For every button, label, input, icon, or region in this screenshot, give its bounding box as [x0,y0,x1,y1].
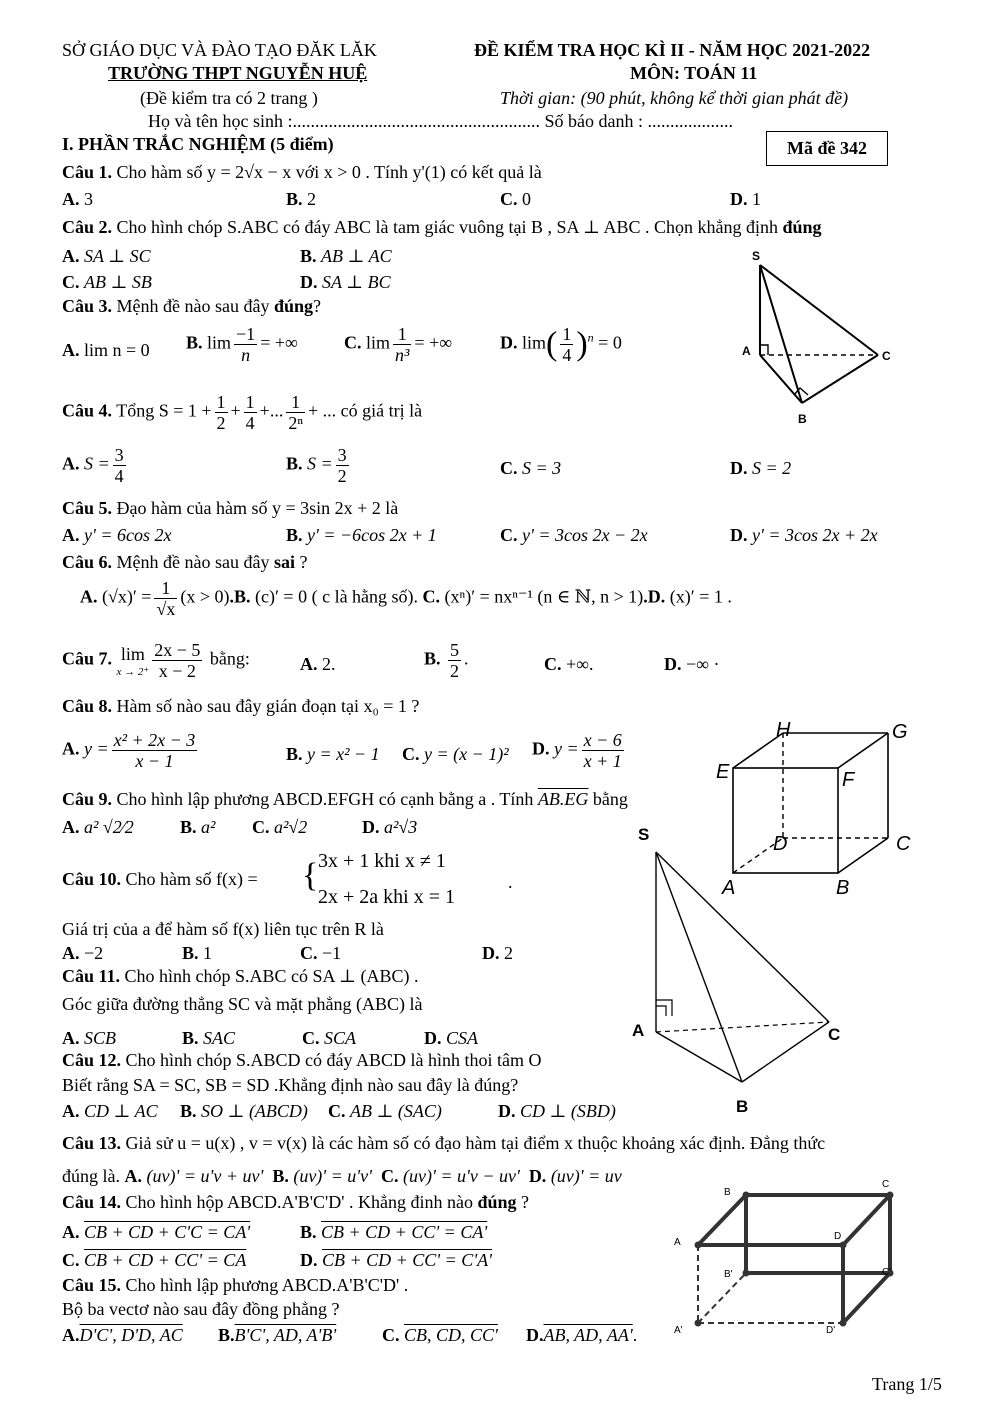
fig3-label-c: C [828,1025,841,1044]
question-15: Câu 15. Cho hình lập phương ABCD.A'B'C'D' . [62,1275,409,1295]
q5-option-d[interactable]: D. y' = 3cos 2x + 2x [730,525,878,545]
q13-line-2: đúng là. A. (uv)' = u'v + uv' B. (uv)' = u'v' C. (uv)' = u'v − uv' D. (uv)' = uv [62,1166,622,1186]
q10-option-d[interactable]: D. 2 [482,943,513,963]
q9-option-a[interactable]: A. a² √2⁄2 [62,817,134,837]
question-6: Câu 6. Mệnh đề nào sau đây sai ? [62,552,308,572]
q9-option-d[interactable]: D. a²√3 [362,817,418,837]
q6-options-line: A. (√x)′ = $\frac{1}{√x}$ (x > 0).B. (c)′ = 0 ( c là hằng số). C. (xⁿ)′ = nxⁿ⁻¹ (n ∈ ℕ, n > 1).D. (x)′ = 1 . [80,578,732,619]
q2-option-c[interactable]: C. AB ⊥ SB [62,272,152,292]
q8-option-b[interactable]: B. y = x² − 1 [286,744,380,764]
pages-note: (Đề kiểm tra có 2 trang ) [140,88,318,108]
school-name: TRƯỜNG THPT NGUYỄN HUỆ [108,63,368,83]
question-1 [62,162,542,183]
fig2-label-e: E [716,761,730,783]
fig1-label-a: A [742,344,751,358]
q10-case-2: 2x + 2a khi x = 1 [318,886,455,908]
q2-option-b[interactable]: B. AB ⊥ AC [300,246,392,266]
fig4-label-b1: B' [724,1269,733,1280]
q9-option-b[interactable]: B. a² [180,817,216,837]
q1-option-d[interactable]: D. 1 [730,189,761,209]
question-14: Câu 14. Cho hình hộp ABCD.A'B'C'D' . Khẳng đinh nào đúng ? [62,1192,530,1212]
page-number: Trang 1/5 [872,1374,942,1394]
question-3: Câu 3. Mệnh đề nào sau đây đúng? [62,296,322,316]
fig4-label-d1: D' [826,1325,836,1336]
fig3-label-s: S [638,825,650,844]
q13-option-d[interactable]: D. [528,1166,547,1186]
q4-option-d[interactable]: D. S = 2 [730,458,792,478]
q1-stem: Cho hàm số y = 2√x − x với x > 0 . Tính y'(1) có kết quả là [116,162,542,182]
q1-option-b[interactable]: B. 2 [286,189,317,209]
q4-label: Câu 4. [62,400,113,421]
q13-option-b[interactable]: B. [272,1166,289,1186]
q3-option-b[interactable]: B. lim $\frac{-1}{n}$ = +∞ [186,324,298,365]
question-10: Câu 10. Cho hàm số f(x) = [62,869,258,889]
question-11: Câu 11. Cho hình chóp S.ABC có SA ⊥ (ABC) . [62,966,419,986]
q4-option-a[interactable]: A. S = $\frac{3}{4}$ [62,445,124,486]
q15-option-b[interactable]: B.B'C', AD, A'B' [218,1325,337,1345]
q7-option-c[interactable]: C. +∞. [544,654,594,674]
q13-option-c[interactable]: C. [381,1166,399,1186]
q2-stem: Cho hình chóp S.ABC có đáy ABC là tam giác vuông tại B , SA ⊥ ABC . Chọn khẳng định [116,217,778,237]
q8-option-d[interactable]: D. y = $\frac{x - 6}{x + 1}$ [532,730,622,771]
question-8: Câu 8. Hàm số nào sau đây gián đoạn tại x₀ = 1 ? [62,696,420,716]
q2-label: Câu 2. [62,217,113,237]
q12-option-d[interactable]: D. CD ⊥ (SBD) [498,1101,616,1121]
fig4-label-c1: C' [882,1267,892,1278]
q11-option-d[interactable]: D. CSA [424,1028,479,1048]
department: SỞ GIÁO DỤC VÀ ĐÀO TẠO ĐĂK LĂK [62,40,377,60]
q2-option-d[interactable]: D. SA ⊥ BC [300,272,391,292]
q10-line-2: Giá trị của a để hàm số f(x) liên tục trên R là [62,919,384,939]
fig2-label-a: A [722,877,736,899]
fig1-label-c: C [882,349,891,363]
fig3-label-b: B [736,1097,749,1116]
q14-option-a[interactable]: A. CB + CD + C'C = CA' [62,1222,251,1242]
section-title: I. PHẦN TRẮC NGHIỆM (5 điểm) [62,134,334,154]
fig1-label-s: S [752,249,761,263]
q12-option-c[interactable]: C. AB ⊥ (SAC) [328,1101,442,1121]
exam-code-box: Mã đề 342 [766,131,888,166]
q6-option-d[interactable]: .D. [643,586,666,607]
q7-option-a[interactable]: A. 2. [300,654,336,674]
question-4: Câu 4. Tổng S = 1 + $\frac{1}{2}$ + $\frac{1}{4}$ +... $\frac{1}{\text{2ⁿ}}$ + ... có giá trị là [62,392,423,433]
q3-label: Câu 3. [62,296,113,316]
figure-pyramid-sabc [730,245,900,430]
q1-label: Câu 1. [62,162,113,182]
q3-stem: Mệnh đề nào sau đây [116,296,270,316]
fig1-label-b: B [798,412,807,426]
q9-option-c[interactable]: C. a²√2 [252,817,308,837]
question-12: Câu 12. Cho hình chóp S.ABCD có đáy ABCD là hình thoi tâm O [62,1050,542,1070]
q4-option-b[interactable]: B. S = $\frac{3}{2}$ [286,445,347,486]
q5-option-a[interactable]: A. y' = 6cos 2x [62,525,172,545]
q14-option-c[interactable]: C. CB + CD + CC' = CA [62,1250,247,1270]
q12-option-b[interactable]: B. SO ⊥ (ABCD) [180,1101,308,1121]
fig4-label-d: D [834,1231,842,1242]
fig2-label-d: D [773,833,788,855]
fig4-label-a1: A' [674,1325,683,1336]
q15-line-2: Bộ ba vectơ nào sau đây đồng phẳng ? [62,1299,340,1319]
q3-option-d[interactable]: D. lim( $\frac{1}{4}$ )$^n$ = 0 [500,324,622,365]
figure-box-prism [668,1175,918,1345]
q14-option-b[interactable]: B. CB + CD + CC' = CA' [300,1222,488,1242]
subject: MÔN: TOÁN 11 [630,63,758,83]
question-13: Câu 13. Giả sử u = u(x) , v = v(x) là các hàm số có đạo hàm tại điểm x thuộc khoảng xác định. Đẳng thức [62,1133,826,1153]
q1-option-a[interactable]: A. 3 [62,189,93,209]
q11-line-2: Góc giữa đường thẳng SC và mặt phẳng (ABC) là [62,994,423,1014]
q5-option-c[interactable]: C. y' = 3cos 2x − 2x [500,525,648,545]
q8-option-a[interactable]: A. y = $\frac{\text{x² + 2x − 3}}{x - 1}$ [62,730,196,771]
q13-option-a[interactable]: A. [124,1166,142,1186]
question-2 [62,217,822,238]
q4-option-c[interactable]: C. S = 3 [500,458,562,478]
fig2-label-c: C [896,833,911,855]
q3-option-a[interactable]: A. lim n = 0 [62,340,150,360]
q15-option-c[interactable]: C. CB, CD, CC' [382,1325,498,1345]
q7-option-b[interactable]: B. $\frac{5}{2}$ . [424,640,469,681]
fig2-label-g: G [892,721,908,743]
q15-option-d[interactable]: D.AB, AD, AA'. [526,1325,638,1345]
question-5: Câu 5. Đạo hàm của hàm số y = 3sin 2x + 2 là [62,498,399,518]
figure-pyramid-large [624,822,864,1122]
q2-stem-bold: đúng [782,217,822,237]
question-7: Câu 7. lim x → 2⁺ $\frac{2x - 5}{x - 2}$ bằng: [62,640,250,681]
q6-option-c[interactable]: C. [422,586,441,607]
q10-case-1: 3x + 1 khi x ≠ 1 [318,850,446,872]
q10-option-b[interactable]: B. 1 [182,943,213,963]
q12-line-2: Biết rằng SA = SC, SB = SD .Khẳng định nào sau đây là đúng? [62,1075,519,1095]
q11-option-b[interactable]: B. SAC [182,1028,236,1048]
q6-option-a[interactable]: A. [80,586,98,607]
q11-option-a[interactable]: A. SCB [62,1028,117,1048]
q11-option-c[interactable]: C. SCA [302,1028,357,1048]
fig4-label-c: C [882,1179,890,1190]
q12-option-a[interactable]: A. CD ⊥ AC [62,1101,158,1121]
q10-option-c[interactable]: C. −1 [300,943,342,963]
q6-option-b[interactable]: .B. [229,586,251,607]
fig4-label-b: B [724,1187,731,1198]
q2-option-a[interactable]: A. SA ⊥ SC [62,246,151,266]
fig2-label-b: B [836,877,850,899]
exam-time: Thời gian: (90 phút, không kể thời gian phát đề) [500,88,849,108]
q10-option-a[interactable]: A. −2 [62,943,104,963]
exam-title: ĐỀ KIỂM TRA HỌC KÌ II - NĂM HỌC 2021-2022 [474,40,871,60]
fig2-label-f: F [842,769,855,791]
q1-option-c[interactable]: C. 0 [500,189,531,209]
q8-option-c[interactable]: C. y = (x − 1)² [402,744,509,764]
q10-brace: { [302,857,319,894]
q5-option-b[interactable]: B. y' = −6cos 2x + 1 [286,525,437,545]
fig3-label-a: A [632,1021,645,1040]
q15-option-a[interactable]: A.D'C', D'D, AC [62,1325,183,1345]
q14-option-d[interactable]: D. CB + CD + CC' = C'A' [300,1250,493,1270]
student-line: Họ và tên học sinh :....................................................... Số báo danh : ................... [148,111,733,131]
q7-option-d[interactable]: D. −∞ · [664,654,720,674]
q3-option-c[interactable]: C. lim $\frac{1}{\text{n³}}$ = +∞ [344,324,453,365]
fig4-label-a: A [674,1237,681,1248]
question-9: Câu 9. Cho hình lập phương ABCD.EFGH có cạnh bằng a . Tính AB.EG bằng [62,789,628,809]
fig2-label-h: H [776,719,791,741]
